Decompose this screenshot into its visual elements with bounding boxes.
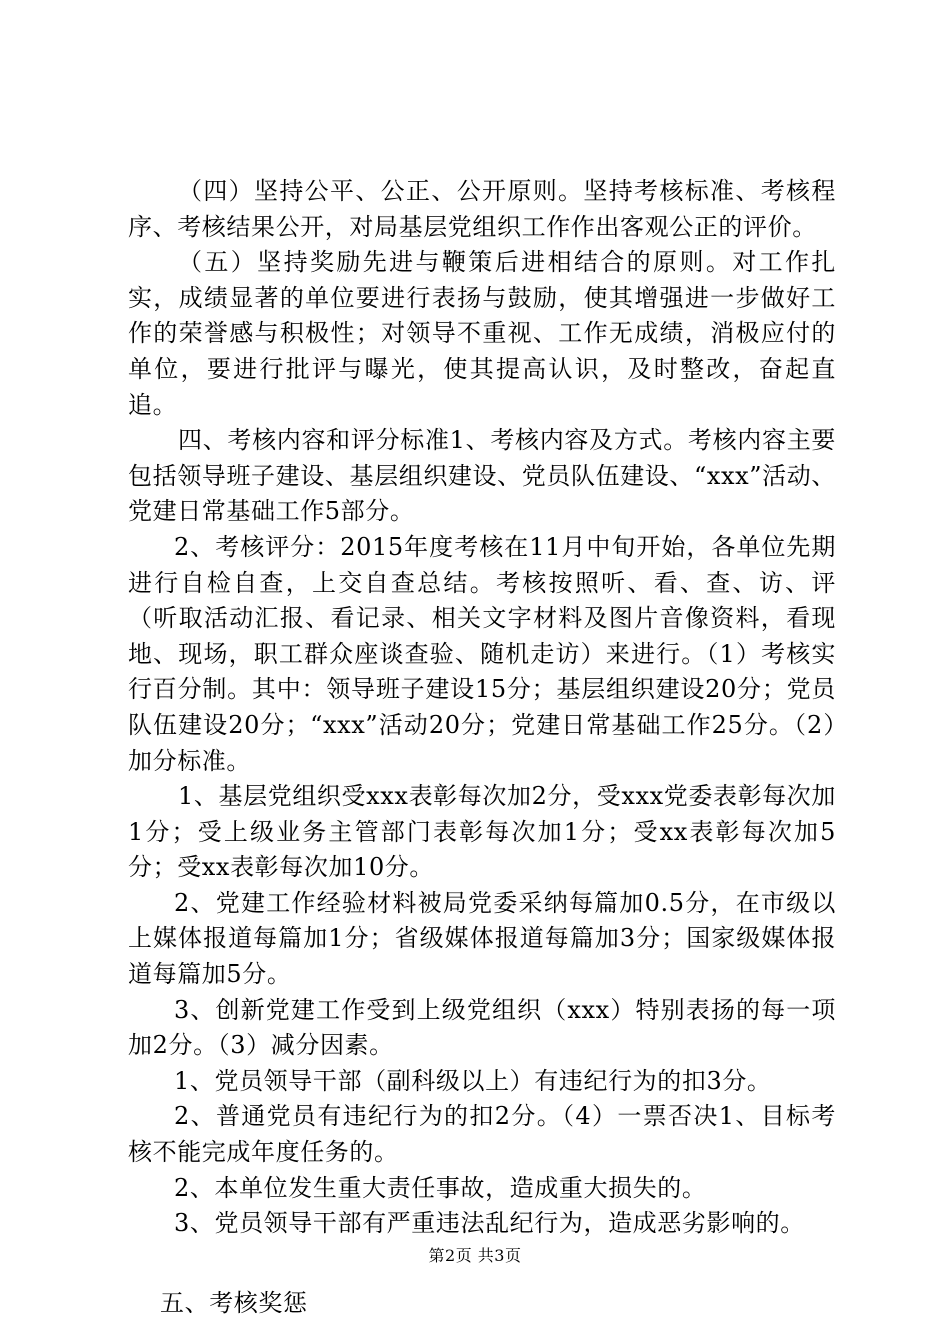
paragraph-assessment-content: 四、考核内容和评分标准1、考核内容及方式。考核内容主要包括领导班子建设、基层组织建设、党员队伍建设、“xxx”活动、党建日常基础工作5部分。 [128, 426, 836, 526]
paragraph-bonus-3: 3、创新党建工作受到上级党组织（xxx）特别表扬的每一项加2分。（3）减分因素。 [128, 995, 836, 1060]
paragraph-principle-four: （四）坚持公平、公正、公开原则。坚持考核标准、考核程序、考核结果公开，对局基层党组织工作作出客观公正的评价。 [128, 177, 836, 241]
paragraph-deduction-1: 1、党员领导干部（副科级以上）有违纪行为的扣3分。 [174, 1066, 772, 1095]
paragraph-principle-five: （五）坚持奖励先进与鞭策后进相结合的原则。对工作扎实，成绩显著的单位要进行表扬与鼓励，使其增强进一步做好工作的荣誉感与积极性；对领导不重视、工作无成绩，消极应付的单位，要进行批评与曝光，使其提高认识，及时整改，奋起直追。 [128, 248, 836, 419]
paragraph-deduction-2: 2、普通党员有违纪行为的扣2分。（4）一票否决1、目标考核不能完成年度任务的。 [128, 1102, 836, 1167]
document-body [128, 174, 836, 1321]
page-footer: 第2页 共3页 [428, 1246, 522, 1265]
paragraph-veto-3: 3、党员领导干部有严重违法乱纪行为，造成恶劣影响的。 [174, 1209, 805, 1238]
paragraph-veto-2: 2、本单位发生重大责任事故，造成重大损失的。 [174, 1173, 707, 1202]
paragraph-assessment-scoring: 2、考核评分：2015年度考核在11月中旬开始，各单位先期进行自检自查，上交自查总结。考核按照听、看、查、访、评（听取活动汇报、看记录、相关文字材料及图片音像资料，看现地、现场，职工群众座谈查验、随机走访）来进行。（1）考核实行百分制。其中：领导班子建设15分；基层组织建设20分；党员队伍建设20分；“xxx”活动20分；党建日常基础工作25分。（2）加分标准。 [128, 532, 836, 775]
paragraph-bonus-2: 2、党建工作经验材料被局党委采纳每篇加0.5分，在市级以上媒体报道每篇加1分；省级媒体报道每篇加3分；国家级媒体报道每篇加5分。 [128, 888, 836, 989]
paragraph-bonus-1: 1、基层党组织受xxx表彰每次加2分，受xxx党委表彰每次加1分；受上级业务主管部门表彰每次加1分；受xx表彰每次加5分；受xx表彰每次加10分。 [128, 782, 836, 882]
section-heading: 五、考核奖惩 [160, 1288, 308, 1317]
